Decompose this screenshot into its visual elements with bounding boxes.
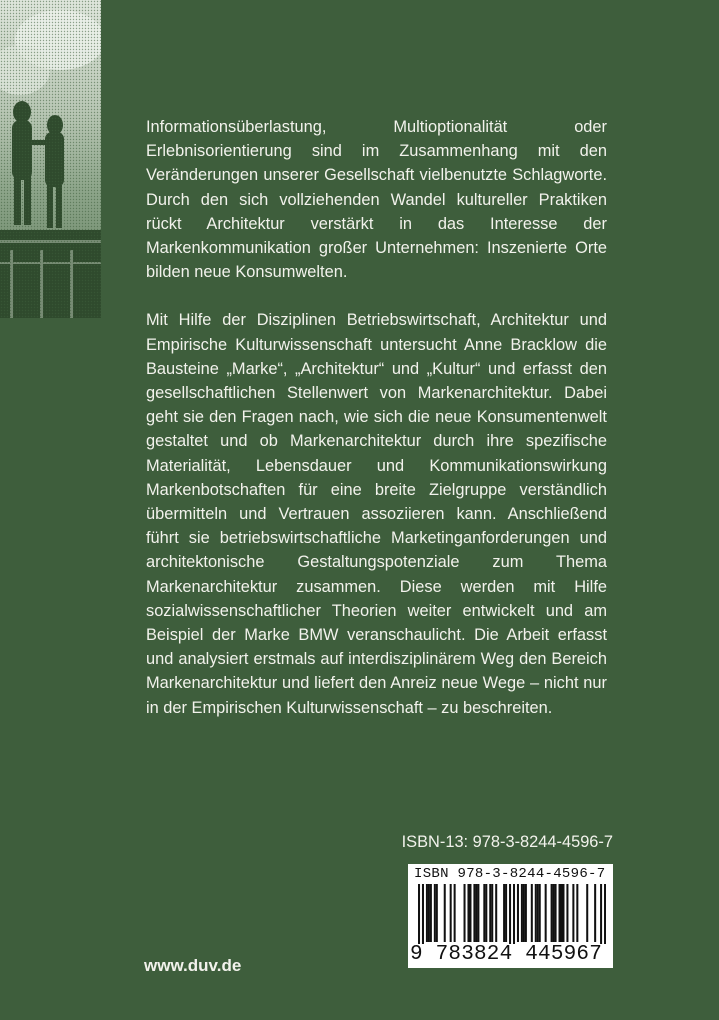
cover-photo-image: [0, 0, 101, 318]
barcode-isbn-text: ISBN 978-3-8244-4596-7: [414, 866, 606, 882]
barcode-bar: [434, 884, 436, 942]
barcode-bar: [483, 884, 485, 942]
barcode-bar: [503, 884, 505, 942]
barcode-bar: [523, 884, 525, 942]
barcode-bar: [594, 884, 596, 942]
barcode-bar: [505, 884, 507, 942]
barcode-bar: [572, 884, 574, 942]
barcode-bar: [436, 884, 438, 942]
website-link[interactable]: www.duv.de: [144, 956, 242, 975]
barcode-bar: [422, 884, 424, 946]
barcode-bar: [509, 884, 511, 946]
barcode-bar: [551, 884, 553, 942]
barcode-bar: [464, 884, 466, 942]
barcode-bar: [477, 884, 479, 942]
barcode: [408, 864, 613, 968]
barcode-bar: [600, 884, 602, 946]
barcode-bar: [604, 884, 606, 946]
barcode-bar: [491, 884, 493, 942]
barcode-bar: [531, 884, 533, 942]
barcode-digits: 9 783824 445967: [410, 944, 610, 966]
barcode-bar: [485, 884, 487, 942]
barcode-bar: [489, 884, 491, 942]
barcode-bar: [539, 884, 541, 942]
barcode-bar: [467, 884, 469, 942]
paragraph-2: Mit Hilfe der Disziplinen Betriebswirtschaft, Architektur und Empirische Kulturwissenschaft untersucht Anne Bracklow die Bausteine „Marke“, „Architektur“ und „Kultur“ und erfasst den gesellschaftlichen Stellenwert von Markenarchitektur. Dabei geht sie den Fragen nach, wie sich die neue Konsumentenwelt gestaltet und ob Markenarchitektur durch ihre spezifische Materialität, Lebensdauer und Kommunikationswirkung Markenbotschaften für eine breite Zielgruppe verständlich übermitteln und Vertrauen assoziieren kann. Anschließend führt sie betriebswirtschaftliche Marketinganforderungen und architektonische Gestaltungspotenziale zum Thema Markenarchitektur zusammen. Diese werden mit Hilfe sozialwissenschaftlicher Theorien weiter entwickelt und am Beispiel der Marke BMW veranschaulicht. Die Arbeit erfasst und analysiert erstmals auf interdisziplinärem Weg den Bereich Markenarchitektur und liefert den Anreiz neue Wege – nicht nur in der Empirischen Kulturwissenschaft – zu beschreiten.: [146, 311, 607, 717]
barcode-bar: [430, 884, 432, 942]
barcode-bar: [469, 884, 471, 942]
barcode-bar: [517, 884, 519, 942]
barcode-bar: [553, 884, 555, 942]
barcode-bars: [418, 884, 606, 946]
barcode-bar: [473, 884, 475, 942]
barcode-bar: [555, 884, 557, 942]
barcode-bar: [576, 884, 578, 942]
barcode-bar: [566, 884, 568, 942]
barcode-bar: [559, 884, 561, 942]
barcode-bar: [586, 884, 588, 942]
barcode-bar: [495, 884, 497, 942]
barcode-bar: [535, 884, 537, 942]
barcode-bar: [475, 884, 477, 942]
barcode-bar: [521, 884, 523, 942]
barcode-bar: [560, 884, 562, 942]
barcode-bar: [444, 884, 446, 942]
barcode-bar: [545, 884, 547, 942]
barcode-bar: [537, 884, 539, 942]
barcode-bar: [525, 884, 527, 942]
barcode-bar: [418, 884, 420, 946]
paragraph-1: Informationsüberlastung, Multioptionalität oder Erlebnisorientierung sind im Zusammenhang mit den Veränderungen unserer Gesellschaft vielbenutzte Schlagworte. Durch den sich vollziehenden Wandel kultureller Praktiken rückt Architektur verstärkt in das Interesse der Markenkommunikation großer Unternehmen: Inszenierte Orte bilden neue Konsumwelten.: [146, 118, 607, 282]
barcode-bar: [513, 884, 515, 946]
isbn-label: ISBN-13: 978-3-8244-4596-7: [401, 833, 613, 851]
blurb-text: [146, 115, 607, 720]
barcode-bar: [450, 884, 452, 942]
barcode-bar: [454, 884, 456, 942]
barcode-bar: [562, 884, 564, 942]
cover-photo: [0, 0, 101, 318]
barcode-bar: [428, 884, 430, 942]
barcode-bar: [426, 884, 428, 942]
